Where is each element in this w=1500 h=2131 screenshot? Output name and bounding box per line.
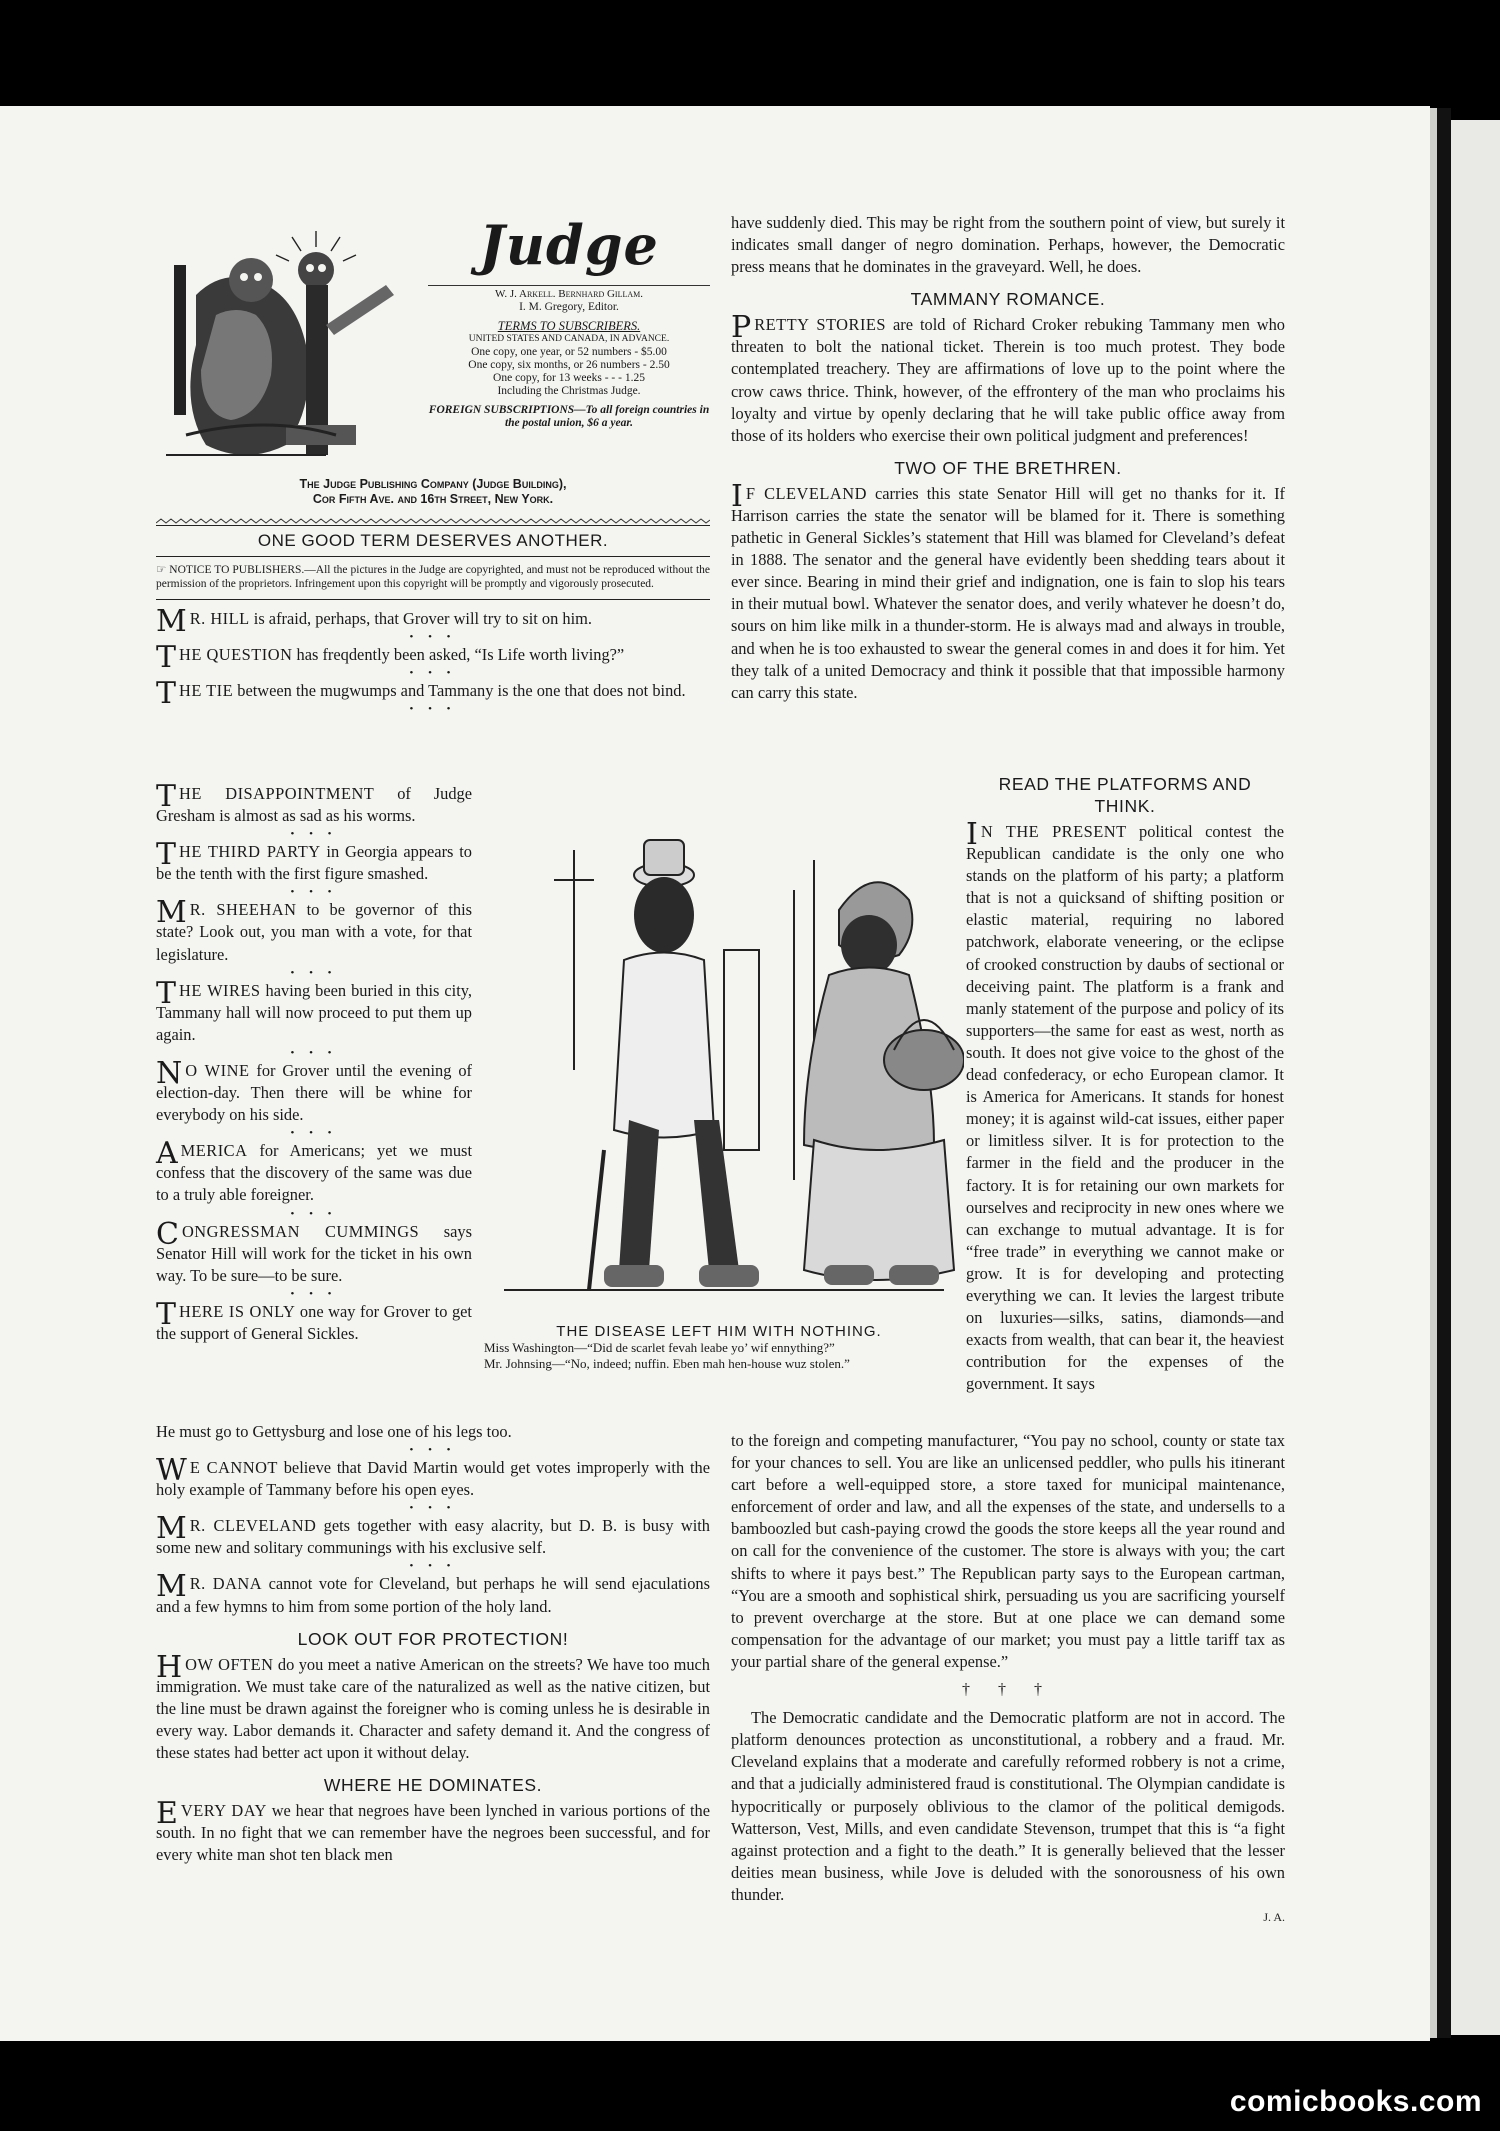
headline-good-term: ONE GOOD TERM DESERVES ANOTHER. [156, 525, 710, 557]
paragraph: AMERICA for Americans; yet we must confess that the discovery of the same was due to a truly able foreigner. [156, 1136, 472, 1205]
headline-protection: LOOK OUT FOR PROTECTION! [297, 1628, 569, 1649]
ornamental-rule [156, 517, 710, 525]
separator: • • • [290, 1207, 338, 1220]
terms-line: One copy, for 13 weeks - - - 1.25 [493, 372, 645, 384]
foreign-subscriptions: FOREIGN SUBSCRIPTIONS—To all foreign countries in the postal union, $6 a year. [428, 404, 710, 429]
separator: • • • [409, 667, 457, 680]
headline-tammany: TAMMANY ROMANCE. [910, 289, 1106, 310]
masthead [156, 215, 710, 515]
terms-line: One copy, one year, or 52 numbers - $5.00 [471, 346, 667, 358]
paragraph: THE THIRD PARTY in Georgia appears to be the tenth with the first figure smashed. [156, 837, 472, 884]
headline-platforms: READ THE PLATFORMS AND THINK. [998, 774, 1252, 816]
paragraph: THE TIE between the mugwumps and Tammany is the one that does not bind. [156, 676, 686, 712]
terms-line: One copy, six months, or 26 numbers - 2.50 [468, 359, 670, 371]
publisher-address: Cor Fifth Ave. and 16th Street, New York. [312, 492, 554, 506]
paragraph: N O WINE for Grover until the evening of election-day. Then there will be whine for everybody on his side. [156, 1055, 472, 1125]
editor-line: I. M. Gregory, Editor. [519, 301, 619, 313]
terms-title: TERMS TO SUBSCRIBERS. [497, 319, 641, 333]
caption-line: Mr. Johnsing—“No, indeed; nuffin. Eben mah hen-house wuz stolen.” [484, 1355, 850, 1371]
separator: • • • [409, 1444, 457, 1457]
paragraph: THE QUESTION has freqdently been asked, “Is Life worth living?” [156, 640, 625, 676]
paragraph-continuation: have suddenly died. This may be right from the southern point of view, but surely it indicates small danger of negro domination. Perhaps, however, the Democratic press means that he dominates in the graveyard. Well, he does. [731, 213, 1285, 277]
paragraph: PRETTY STORIES are told of Richard Croker rebuking Tammany men who threaten to bolt the national ticket. Therein is too much protest. They bode contemplated treachery. They are affirmations of love up to the point where the crow caws thrice. Think, however, of the effrontery of the man who proclaims his loyalty and virtue by openly declaring that he will take public office away from those of its holders who exercise their own political judgment and preferences! [731, 310, 1285, 445]
headline-brethren: TWO OF THE BRETHREN. [894, 457, 1122, 478]
terms-region: UNITED STATES AND CANADA, IN ADVANCE. [468, 334, 670, 344]
left-column [156, 525, 710, 716]
publisher-info [156, 477, 710, 507]
section-crosses: † † † [962, 1681, 1054, 1699]
separator: • • • [409, 703, 457, 716]
separator: • • • [290, 966, 338, 979]
paragraph: The Democratic candidate and the Democratic platform are not in accord. The platform denounces protection as unconstitutional, a robbery and a fraud. Mr. Cleveland explains that a moderate and carefully reformed robbery is not a crime, and that a judicially administered fraud is constitutional. The Olympian candidate is hypocritically or purposely oblivious to the clamor of the political demigods. Watterson, Vest, Mills, and even candidate Stevenson, trumpet that this is “a fight against protection and a fight to the death.” It is generally believed that the lesser deities mean business, while Jove is deluded with the sonorousness of his own thunder. [731, 1708, 1285, 1904]
page-spine-edge [1430, 108, 1437, 2038]
left-lower-column [156, 1421, 710, 1866]
separator: • • • [409, 631, 457, 644]
paragraph: M R. SHEEHAN to be governor of this state? Look out, you man with a vote, for that legislature. [156, 895, 472, 964]
publisher-line: The Judge Publishing Company (Judge Building), [299, 477, 567, 491]
judge-logo: Judge [479, 213, 659, 277]
signature: J. A. [1263, 1909, 1285, 1924]
illustration-caption [484, 1323, 954, 1371]
masthead-info [428, 215, 710, 430]
separator: • • • [409, 1502, 457, 1515]
notice-to-publishers: ☞ NOTICE TO PUBLISHERS.—All the pictures in the Judge are copyrighted, and must not be reproduced without the permission of the proprietors. Infringement upon this copyright will be promptly and vigorously prosecuted. [156, 557, 710, 600]
page-gutter [1437, 108, 1451, 2038]
judge-owl-illustration [156, 225, 426, 465]
separator: • • • [409, 1560, 457, 1573]
paragraph-continuation: to the foreign and competing manufacturer, “You pay no school, county or state tax for your chances to sell. You are like an unlicensed peddler, who pulls his itinerant cart before a well-equipped store, a store taxed for municipal maintenance, enforcement of order and law, and all the expenses of the state, and undersells to a bamboozled but cash-paying crowd the goods the store keeps all the year round and on call for the convenience of the customer. The store is always with you; the cart shifts to where it pays best.” The Republican party says to the European cartman, “You are a smooth and sophistical shirk, persuading us you are sacrificing yourself to prevent overcharge at the store. But at one place we can demand some compensation for the advantage of our market; you must pay a little tariff tax as your partial share of the general expense.” [731, 1431, 1285, 1671]
right-column [731, 212, 1285, 704]
paragraph: EVERY DAY we hear that negroes have been lynched in various portions of the south. In no fight that we can remember have the negroes been successful, and for every white man shot ten black men [156, 1796, 710, 1865]
separator: • • • [290, 1287, 338, 1300]
caption-title: THE DISEASE LEFT HIM WITH NOTHING. [556, 1323, 882, 1340]
separator: • • • [290, 886, 338, 899]
paragraph: I N THE PRESENT political contest the Republican candidate is the only one who stands on the platform of his party; a platform that is not a quicksand of shifting position or elastic material, requiring no labored patchwork, elaborate veneering, or the eclipse of crooked construction by daubs of sectional or deceiving paint. The platform is a frank and manly statement of the purpose and policy of its supporters—the same for east as west, north as south. It does not give voice to the ghost of the dead confederacy, or echo European clamor. It is America for Americans. It stands for honest money; it is against wild-cat issues, either paper or limitless silver. It is for protection to the farmer in the field and the producer in the factory. It is for retaining our own markets for ourselves and reciprocity in new ones where we can exchange to mutual advantage. It is for “free trade” in everything we cannot make or grow. It is for developing and protecting everything we can. It levies the largest tribute on luxuries—silks, satins, diamonds—and exacts from wealth, that can bear it, the heaviest contribution for the expenses of the government. It says [966, 817, 1284, 1394]
right-lower-column [731, 1430, 1285, 1928]
paragraph: THE DISAPPOINTMENT of Judge Gresham is almost as sad as his worms. [156, 779, 472, 826]
left-narrow-column [156, 779, 472, 1345]
paragraph: M R. CLEVELAND gets together with easy alacrity, but D. B. is busy with some new and solitary communings with his exclusive self. [156, 1511, 710, 1558]
separator: • • • [290, 1046, 338, 1059]
adjacent-page-edge [1451, 120, 1500, 2035]
paragraph: CONGRESSMAN CUMMINGS says Senator Hill will work for the ticket in his own way. To be sure—to be sure. [156, 1216, 472, 1285]
site-watermark: comicbooks.com [1229, 2085, 1482, 2118]
paragraph-continuation: He must go to Gettysburg and lose one of his legs too. [156, 1422, 512, 1441]
paragraph: W E CANNOT believe that David Martin would get votes improperly with the holy example of Tammany before his open eyes. [156, 1453, 710, 1500]
separator: • • • [290, 828, 338, 841]
paragraph: THERE IS ONLY one way for Grover to get the support of General Sickles. [156, 1296, 472, 1343]
right-narrow-column [966, 763, 1284, 1395]
terms-line: Including the Christmas Judge. [497, 385, 641, 397]
paragraph: M R. DANA cannot vote for Cleveland, but perhaps he will send ejaculations and a few hymns to him from some portion of the holy land. [156, 1569, 710, 1616]
separator: • • • [290, 1127, 338, 1140]
paragraph: THE WIRES having been buried in this city, Tammany hall will now proceed to put them up again. [156, 975, 472, 1044]
paragraph: HOW OFTEN do you meet a native American on the streets? We have too much immigration. We must take care of the naturalized as well as the native citizen, but the line must be drawn against the foreigner who is coming unless he is desirable in every way. Labor demands it. Character and safety demand it. And the congress of these states had better act upon it without delay. [156, 1649, 710, 1763]
staff-line: W. J. Arkell. Bernhard Gillam. [428, 285, 710, 301]
cartoon-illustration [484, 790, 964, 1380]
paragraph: I F CLEVELAND carries this state Senator Hill will get no thanks for it. If Harrison carries the state the senator will be blamed for it. There is something pathetic in General Sickles’s statement that Hill was blamed for Cleveland’s defeat in 1888. The senator and the general have evidently been shedding tears about it ever since. Bearing in mind their grief and indignation, one is fain to slop his tears in their mutual bowl. Whatever the senator does, and verily whatever he doesn’t do, sours on him like milk in a thunder-storm. He is always mad and always in trouble, and when he is too exhausted to swear the general comes in and does it for him. Yet they talk of a united Democracy and think it possible that that impossible harmony can carry this state. [731, 478, 1285, 702]
headline-dominates: WHERE HE DOMINATES. [323, 1775, 543, 1796]
paragraph: M R. HILL is afraid, perhaps, that Grover will try to sit on him. [156, 604, 592, 640]
caption-line: Miss Washington—“Did de scarlet fevah leabe yo’ wif ennything?” [484, 1340, 835, 1355]
